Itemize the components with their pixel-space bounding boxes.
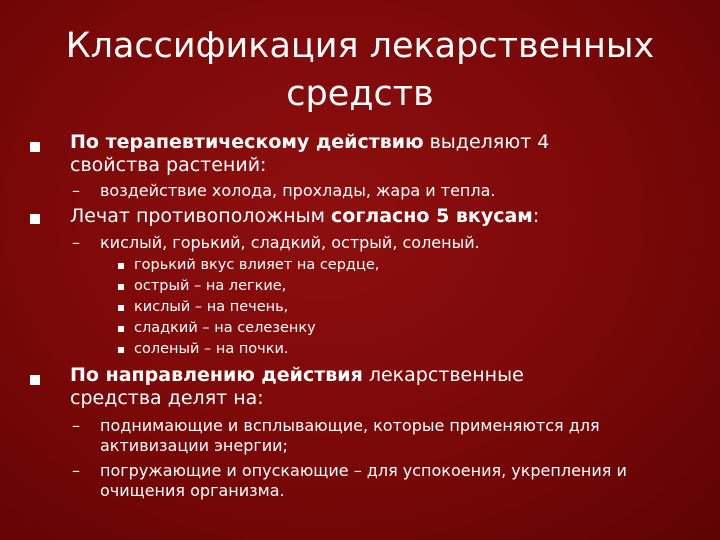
- bullet-square-icon: [30, 214, 40, 224]
- title-line-2: средств: [286, 74, 434, 114]
- point-3-sub-dash: –: [72, 416, 80, 435]
- sub-bullet-square-icon: [118, 326, 124, 332]
- slide-title: [40, 22, 680, 118]
- taste-item-1: горький вкус влияет на сердце,: [134, 257, 380, 273]
- point-2-bold: согласно 5 вкусам: [331, 205, 533, 227]
- point-1-rest: выделяют 4: [423, 131, 550, 153]
- point-3-sub-1-line-2: активизации энергии;: [100, 436, 288, 455]
- bullet-square-icon: [30, 375, 40, 385]
- taste-item-4: сладкий – на селезенку: [134, 320, 316, 336]
- point-3-sub-dash: –: [72, 461, 80, 480]
- taste-item-3: кислый – на печень,: [134, 299, 289, 315]
- point-3-bold: По направлению действия: [70, 364, 363, 386]
- point-1-bold: По терапевтическому действию: [70, 131, 424, 153]
- point-3-sub-2-line-1: погружающие и опускающие – для успокоения, укрепления и: [100, 461, 627, 480]
- point-3-rest: лекарственные: [362, 364, 524, 386]
- point-2-post: :: [532, 205, 540, 227]
- point-2-sub-1: кислый, горький, сладкий, острый, соленый.: [100, 233, 480, 252]
- sub-bullet-square-icon: [118, 284, 124, 290]
- taste-item-5: соленый – на почки.: [134, 341, 289, 357]
- point-3-sub-1-line-1: поднимающие и всплывающие, которые применяются для: [100, 416, 600, 435]
- point-2-line-1: [70, 205, 539, 228]
- bullet-square-icon: [30, 142, 40, 152]
- point-3-line-1: [70, 364, 524, 387]
- point-1-sub-dash: –: [72, 181, 80, 200]
- sub-bullet-square-icon: [118, 263, 124, 269]
- point-3-sub-2-line-2: очищения организма.: [100, 481, 285, 500]
- title-line-1: Классификация лекарственных: [65, 26, 655, 66]
- point-2-sub-dash: –: [72, 233, 80, 252]
- sub-bullet-square-icon: [118, 305, 124, 311]
- point-1-sub-1: воздействие холода, прохлады, жара и тепла.: [100, 181, 496, 200]
- point-1-line-1: [70, 131, 549, 154]
- point-1-line-2: свойства растений:: [70, 154, 267, 176]
- point-3-line-2: средства делят на:: [70, 387, 264, 409]
- sub-bullet-square-icon: [118, 347, 124, 353]
- taste-item-2: острый – на легкие,: [134, 278, 287, 294]
- point-2-pre: Лечат противоположным: [70, 205, 332, 227]
